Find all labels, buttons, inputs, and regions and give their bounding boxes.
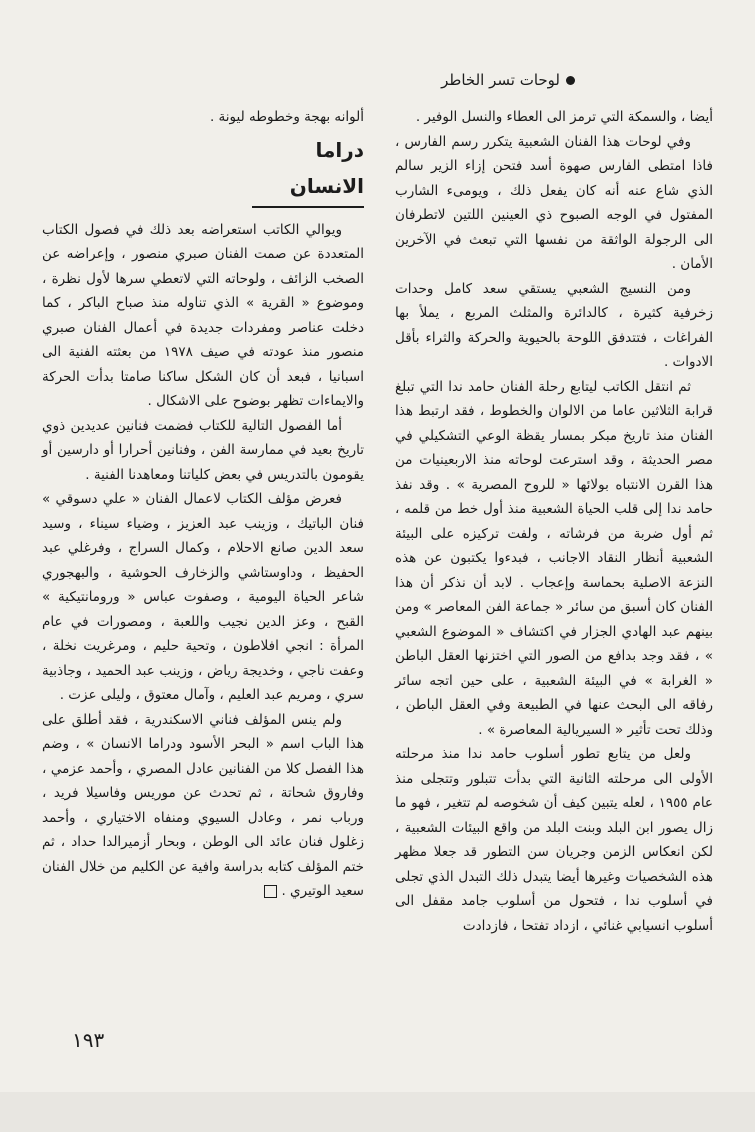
bottom-margin <box>0 1092 755 1132</box>
running-head <box>275 70 575 90</box>
paragraph: فعرض مؤلف الكتاب لاعمال الفنان « علي دسوقي » فنان الباتيك ، وزينب عبد العزيز ، وضياء سيناء ، وسيد سعد الدين صانع الاحلام ، وكمال السراج ، وفرغلي عبد الحفيظ ، وداوستاشي والزخارف الحوشية ، والبهجوري شاعر الحياة اليومية ، وصفوت عباس « ورومانتيكية » القبح ، وعز الدين نجيب واللعبة ، ومصورات في عام المرأة : انجي افلاطون ، وتحية حليم ، ومرغريت نخلة ، وعفت ناجي ، وخديجة رياض ، وزينب عبد الحميد ، وجاذبية سري ، ومريم عبد العليم ، وآمال معتوق ، وليلى عزت . <box>42 491 364 703</box>
paragraph: وفي لوحات هذا الفنان الشعبية يتكرر رسم الفارس ، فاذا امتطى الفارس صهوة أسد فتحن إزاء الزير سالم الذي شاع عنه أنه كان يفعل ذلك ، ويومىء الشارب المفتول في الوجه الصبوح ذي العينين اللتين لاتطرفان الى الرجولة الواثقة من نفسها التي تبعث في الآخرين الأمان . <box>395 133 713 272</box>
paragraph: ثم انتقل الكاتب ليتابع رحلة الفنان حامد ندا التي تبلغ قرابة الثلاثين عاما من الالوان والخطوط ، فقد ارتبط هذا الفنان منذ تاريخ مبكر بمسار يقظة الوعي التشكيلي في مصر الحديثة ، وقد استرعت لوحاته منذ الاربعينيات من هذا القرن الانتباه بولائها « للروح المصرية » . وقد نفذ حامد ندا إلى قلب الحياة الشعبية منذ أول خط من قلمه ، ثم أول ضربة من فرشاته ، ولفت تركيزه على البيئة الشعبية أنظار النقاد الاجانب ، فبدءوا يكتبون عن هذه النزعة الاصلية بحماسة وإعجاب . لابد أن نذكر أن هذا الفنان كان أسبق من سائر « جماعة الفن المعاصر » ومن بينهم عبد الهادي الجزار في اكتشاف « الموضوع الشعبي » ، فقد وجد بدافع من الصور التي اختزنها العقل الباطن « الغرابة » في البيئة الشعبية ، على حين اتجه سائر رفاقه الى البحث عنها في الطبيعة وفي العقل الباطن ، وذلك تحت تأثير « السيريالية المعاصرة » . <box>395 378 713 738</box>
paragraph: أما الفصول التالية للكتاب فضمت فنانين عديدين ذوي تاريخ بعيد في ممارسة الفن ، وفنانين أحرارا أو دارسين أو يقومون بالتدريس في بعض كلياتنا ومعاهدنا الفنية . <box>42 417 364 483</box>
paragraph-carryover: ألوانه بهجة وخطوطه ليونة . <box>209 109 364 125</box>
page-number: ١٩٣ <box>72 1028 105 1052</box>
section-heading: دراما الانسان <box>252 132 364 208</box>
right-column <box>395 105 713 938</box>
running-head-text: لوحات تسر الخاطر <box>441 71 560 89</box>
paragraph-text: ولم ينس المؤلف فناني الاسكندرية ، فقد أطلق على هذا الباب اسم « البحر الأسود ودراما الانسان » ، وضم هذا الفصل كلا من الفنانين عادل المصري ، وأحمد عزمي ، وفاروق شحاتة ، ثم تحدث عن موريس وفاسيلا فريد ، ورباب نمر ، وعادل السيوي ومنفاه الاختياري ، وأحمد زغلول فنان عائد الى الوطن ، وبحار أزميرالدا حداد ، ثم ختم المؤلف كتابه بدراسة وافية عن الكليم من خلال الفنان سعيد الوتيري . <box>42 711 364 899</box>
paragraph: ولعل من يتابع تطور أسلوب حامد ندا منذ مرحلته الأولى الى مرحلته الثانية التي بدأت تتبلور وتتجلى منذ عام ١٩٥٥ ، لعله يتبين كيف أن شخوصه لم تتغير ، فهو ما زال يصور ابن البلد وبنت البلد من واقع البيئات الشعبية ، لكن انعكاس الزمن وجريان سن التطور قد جعلا مظهر هذه الشخصيات وغيرها أيضا يتبدل ذلك التبدل الذي تجلى في أسلوب ندا ، فتحول من أسلوب جامد مقفل الى أسلوب انسيابي غنائي ، ازداد تفتحا ، فازدادت <box>395 746 713 934</box>
paragraph: ويوالي الكاتب استعراضه بعد ذلك في فصول الكتاب المتعددة عن صمت الفنان صبري منصور ، وإعراضه عن الصخب الزائف ، ولوحاته التي لاتعطي سرها لأول نظرة ، وموضوع « القرية » الذي تناوله منذ صباح الباكر ، كما دخلت عناصر ومفردات جديدة في أعمال الفنان صبري منصور منذ عودته في صيف ١٩٧٨ من بعثته الفنية الى اسبانيا ، فبعد أن كان الشكل ساكنا صامتا بدأت الحركة والايماءات تظهر بوضوح على الاشكال . <box>42 221 364 409</box>
end-square-icon <box>264 885 277 898</box>
paragraph-last <box>42 708 364 904</box>
bullet-icon <box>566 76 575 85</box>
paragraph: أيضا ، والسمكة التي ترمز الى العطاء والنسل الوفير . <box>415 109 713 125</box>
paragraph: ومن النسيج الشعبي يستقي سعد كامل وحدات زخرفية كثيرة ، كالدائرة والمثلث المربع ، يملأ بها الفراغات ، فتتدفق اللوحة بالحيوية والحركة والثراء بأقل الادوات . <box>395 280 713 370</box>
left-column <box>42 105 364 904</box>
